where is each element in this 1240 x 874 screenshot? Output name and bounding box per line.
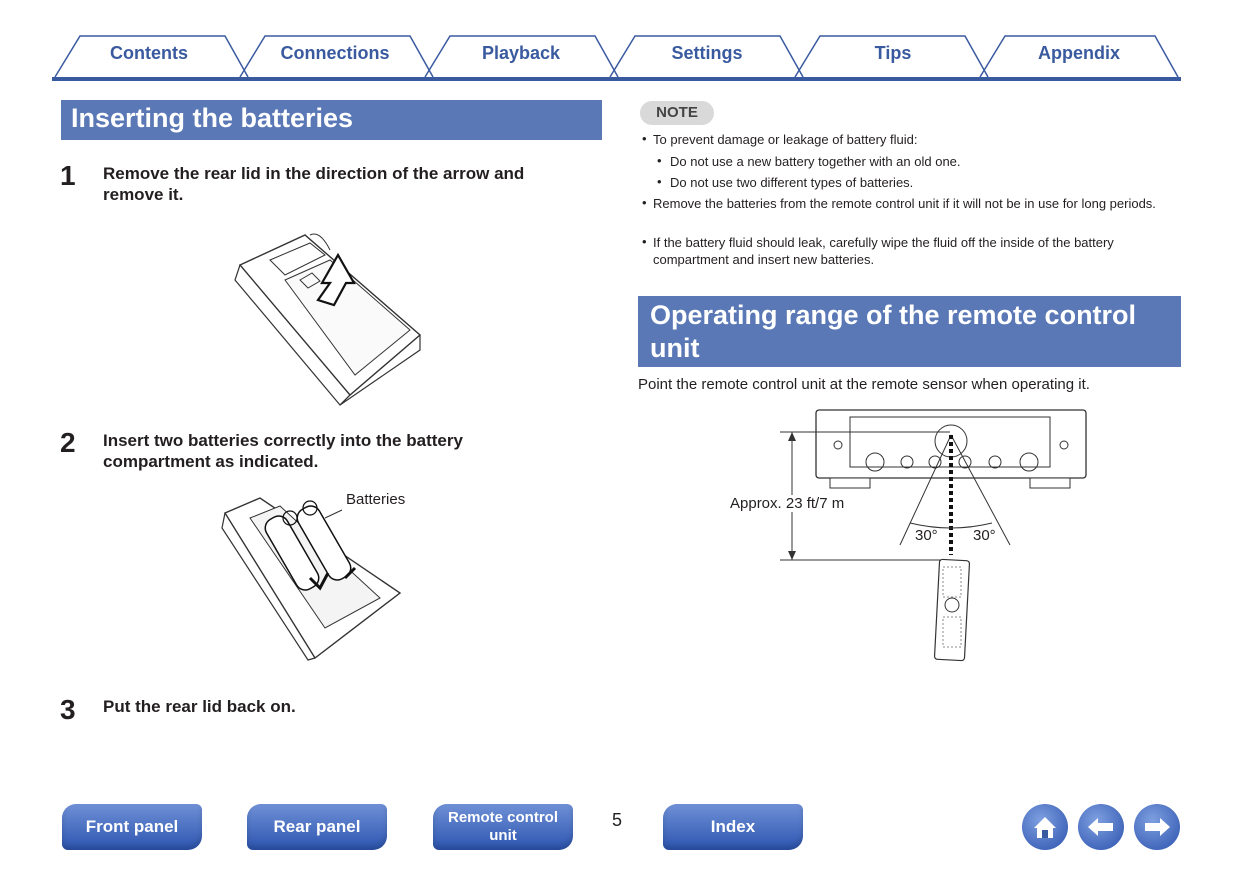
note-subitem-2: Do not use two different types of batteries. — [670, 175, 914, 190]
note-item-3: If the battery fluid should leak, carefully wipe the fluid off the inside of the battery compartment and insert new batteries. — [653, 235, 1114, 267]
bullet-icon: • — [642, 195, 647, 210]
button-label-line2: unit — [489, 827, 517, 844]
tab-playback[interactable]: Playback — [481, 43, 561, 63]
arrow-left-icon — [1078, 804, 1124, 850]
rear-panel-button[interactable] — [247, 804, 387, 850]
step-number-1: 1 — [60, 160, 76, 191]
button-label: Front panel — [85, 817, 179, 836]
tab-appendix[interactable]: Appendix — [1037, 43, 1120, 63]
batteries-label: Batteries — [346, 491, 406, 508]
note-item-2: Remove the batteries from the remote control unit if it will not be in use for long periods. — [653, 196, 1156, 211]
tab-bar — [0, 0, 1240, 82]
angle-left-label: 30° — [915, 527, 938, 544]
front-panel-button[interactable] — [62, 804, 202, 850]
home-button[interactable] — [1022, 804, 1068, 850]
bullet-icon: • — [642, 234, 647, 249]
back-button[interactable] — [1078, 804, 1124, 850]
step-text-2: Insert two batteries correctly into the battery compartment as indicated. — [103, 431, 463, 471]
tab-underline — [52, 77, 1181, 81]
tab-outline — [0, 0, 1240, 82]
note-badge: NOTE — [640, 101, 714, 125]
index-button[interactable] — [663, 804, 803, 850]
button-label: Rear panel — [273, 817, 361, 836]
button-label-line1: Remote control — [447, 809, 558, 826]
battery-insert-illustration — [220, 488, 420, 663]
step-number-2: 2 — [60, 427, 76, 458]
tab-settings[interactable]: Settings — [671, 43, 743, 63]
bullet-icon: • — [657, 153, 662, 168]
step-text-3: Put the rear lid back on. — [103, 697, 296, 716]
distance-label: Approx. 23 ft/7 m — [730, 495, 845, 512]
note-subitem-1: Do not use a new battery together with an old one. — [670, 154, 961, 169]
section-title: Operating range of the remote control unit — [650, 300, 1137, 363]
section-header-batteries — [61, 100, 602, 140]
tab-connections[interactable]: Connections — [280, 43, 390, 63]
tab-contents[interactable]: Contents — [110, 43, 188, 63]
angle-right-label: 30° — [973, 527, 996, 544]
section-header-range — [638, 296, 1181, 367]
home-icon — [1022, 804, 1068, 850]
tab-tips[interactable]: Tips — [874, 43, 912, 63]
arrow-right-icon — [1134, 804, 1180, 850]
range-intro-text: Point the remote control unit at the remote sensor when operating it. — [638, 376, 1090, 393]
step-number-3: 3 — [60, 694, 76, 725]
note-item-1: To prevent damage or leakage of battery fluid: — [653, 132, 918, 147]
bullet-icon: • — [642, 131, 647, 146]
remote-control-unit-button[interactable] — [433, 804, 573, 850]
page-number: 5 — [612, 810, 623, 830]
step-text-1: Remove the rear lid in the direction of the arrow and remove it. — [103, 164, 525, 204]
bullet-icon: • — [657, 174, 662, 189]
section-title: Inserting the batteries — [71, 103, 354, 133]
forward-button[interactable] — [1134, 804, 1180, 850]
remote-lid-illustration — [230, 225, 430, 410]
button-label: Index — [710, 817, 756, 836]
